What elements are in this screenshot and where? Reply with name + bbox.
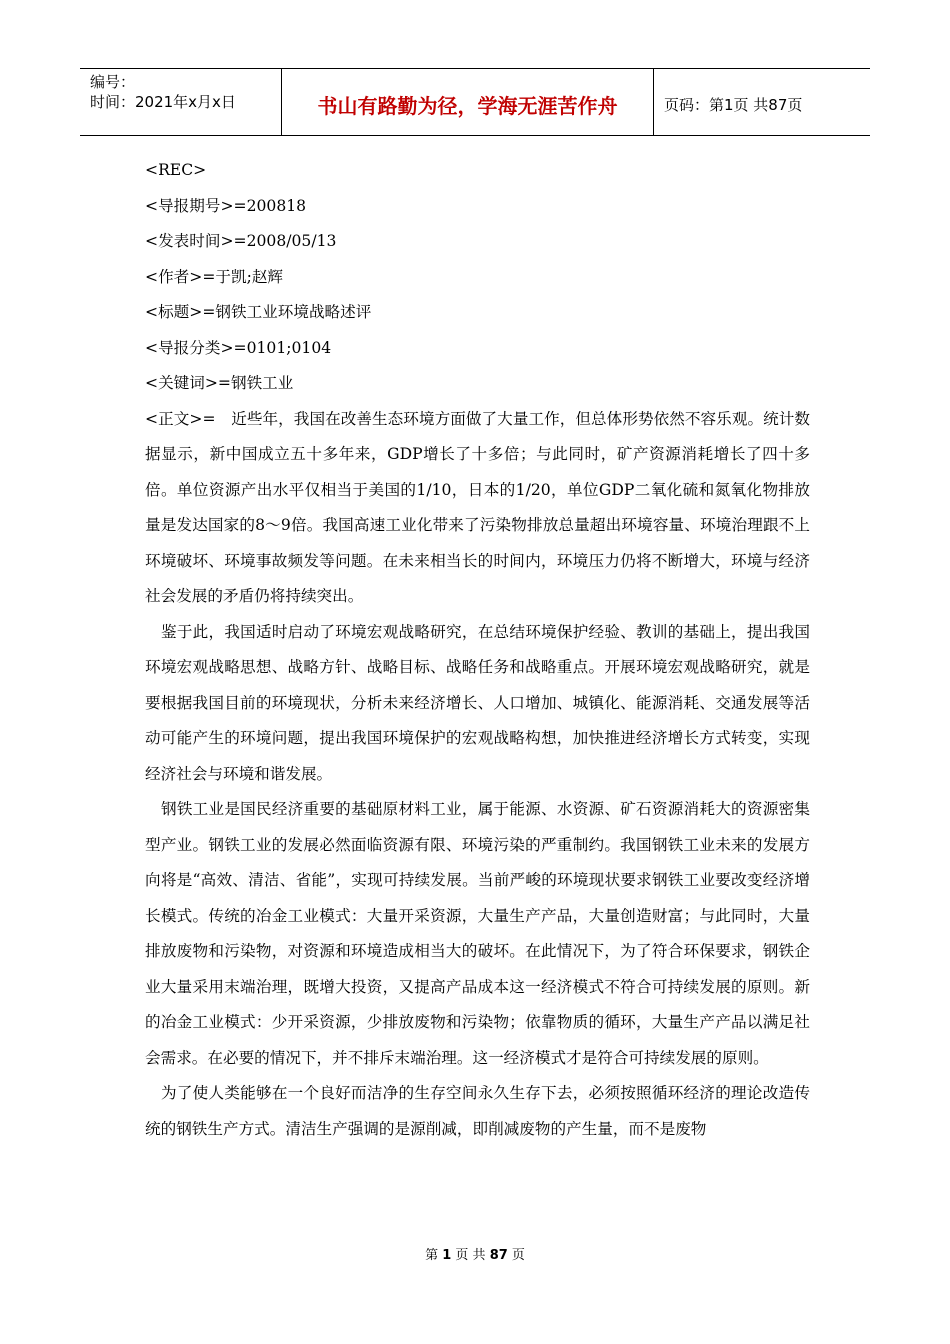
motto: 书山有路勤为径，学海无涯苦作舟	[282, 69, 654, 135]
footer-total-pages: 87	[489, 1248, 508, 1263]
header-table	[80, 68, 870, 136]
footer-suffix: 页	[511, 1248, 525, 1263]
number-label: 编号：	[90, 73, 136, 91]
meta-title: <标题>=钢铁工业环境战略述评	[145, 303, 372, 321]
footer-page-number: 1	[442, 1248, 452, 1263]
meta-rec: <REC>	[145, 161, 207, 179]
footer-middle: 页 共	[455, 1248, 486, 1263]
meta-category: <导报分类>=0101;0104	[145, 338, 332, 357]
document-body	[145, 153, 810, 1147]
paragraph-3: 钢铁工业是国民经济重要的基础原材料工业，属于能源、水资源、矿石资源消耗大的资源密集型产业。钢铁工业的发展必然面临资源有限、环境污染的严重制约。我国钢铁工业未来的发展方向将是“高效、清洁、省能”，实现可持续发展。当前严峻的环境现状要求钢铁工业要改变经济增长模式。传统的冶金工业模式：大量开采资源，大量生产产品，大量创造财富；与此同时，大量排放废物和污染物，对资源和环境造成相当大的破坏。在此情况下，为了符合环保要求，钢铁企业大量采用末端治理，既增大投资，又提高产品成本这一经济模式不符合可持续发展的原则。新的冶金工业模式：少开采资源，少排放废物和污染物；依靠物质的循环，大量生产产品以满足社会需求。在必要的情况下，并不排斥末端治理。这一经济模式才是符合可持续发展的原则。	[145, 800, 810, 1067]
paragraph-2: 鉴于此，我国适时启动了环境宏观战略研究，在总结环境保护经验、教训的基础上，提出我国环境宏观战略思想、战略方针、战略目标、战略任务和战略重点。开展环境宏观战略研究，就是要根据我国目前的环境现状，分析未来经济增长、人口增加、城镇化、能源消耗、交通发展等活动可能产生的环境问题，提出我国环境保护的宏观战略构想，加快推进经济增长方式转变，实现经济社会与环境和谐发展。	[145, 622, 810, 783]
paragraph-1: <正文>= 近些年，我国在改善生态环境方面做了大量工作，但总体形势依然不容乐观。统计数据显示，新中国成立五十多年来，GDP增长了十多倍；与此同时，矿产资源消耗增长了四十多倍。单位资源产出水平仅相当于美国的1/10，日本的1/20，单位GDP二氧化硫和氮氧化物排放量是发达国家的8～9倍。我国高速工业化带来了污染物排放总量超出环境容量、环境治理跟不上环境破坏、环境事故频发等问题。在未来相当长的时间内，环境压力仍将不断增大，环境与经济社会发展的矛盾仍将持续突出。	[145, 409, 810, 605]
time-label: 时间：2021年x月x日	[90, 93, 236, 111]
header-left-cell	[80, 69, 282, 135]
page-counter: 页码：第1页 共87页	[664, 95, 803, 114]
meta-issue: <导报期号>=200818	[145, 196, 307, 215]
meta-author: <作者>=于凯;赵辉	[145, 267, 284, 286]
paragraph-4: 为了使人类能够在一个良好而洁净的生存空间永久生存下去，必须按照循环经济的理论改造传统的钢铁生产方式。清洁生产强调的是源削减，即削减废物的产生量，而不是废物	[145, 1084, 810, 1138]
page-footer	[0, 1244, 950, 1263]
footer-prefix: 第	[425, 1248, 439, 1263]
meta-keyword: <关键词>=钢铁工业	[145, 374, 294, 392]
meta-date: <发表时间>=2008/05/13	[145, 232, 337, 250]
